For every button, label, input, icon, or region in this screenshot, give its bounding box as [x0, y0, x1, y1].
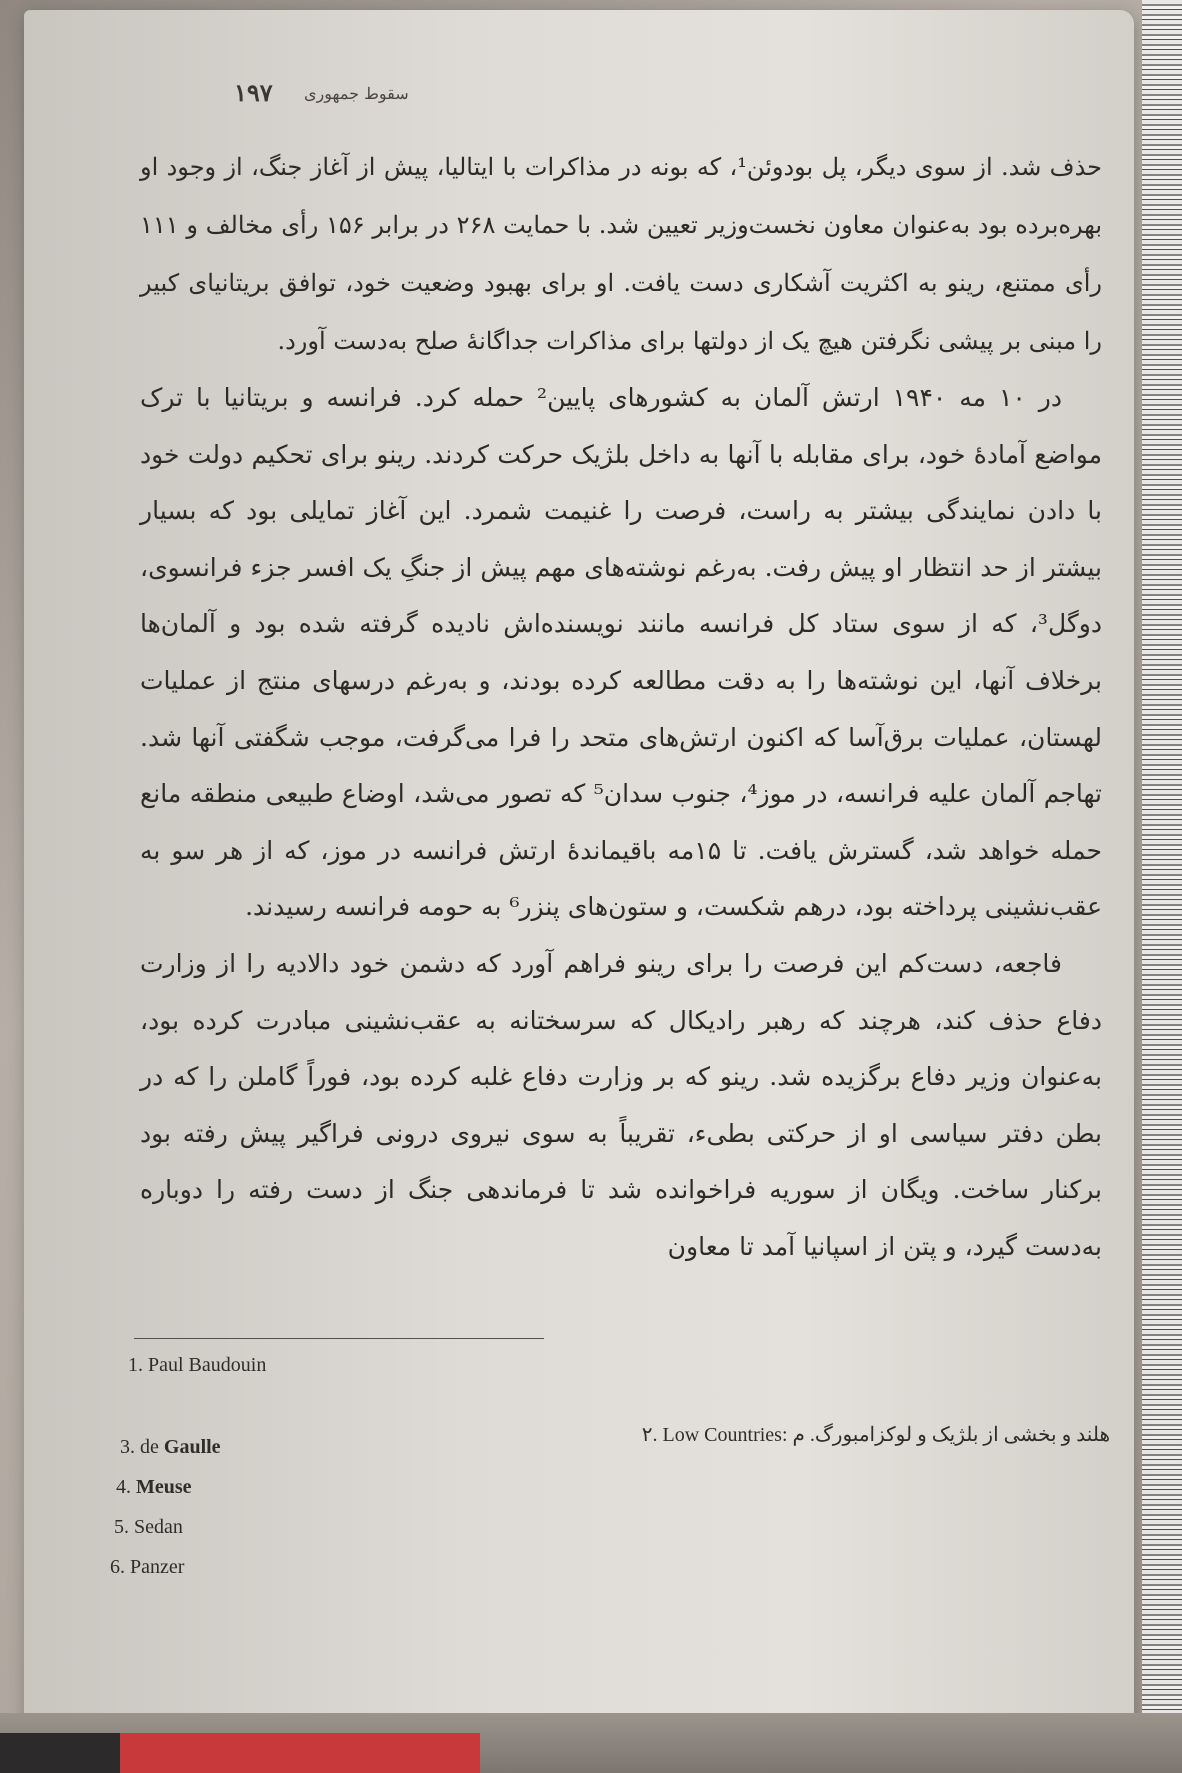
book-page — [24, 10, 1134, 1730]
footnote-1: 1. Paul Baudouin — [128, 1354, 267, 1376]
footnote-3-number: 3. de — [120, 1436, 159, 1458]
footnote-4-word: Meuse — [136, 1476, 192, 1498]
footnote-2: ۲. Low Countries: هلند و بخشی از بلژیک و لوکزامبورگ. م — [641, 1424, 1110, 1446]
red-object — [120, 1733, 480, 1773]
running-head: سقوط جمهوری — [304, 84, 409, 103]
paragraph-2: در ۱۰ مه ۱۹۴۰ ارتش آلمان به کشورهای پایین² حمله کرد. فرانسه و بریتانیا با ترک مواضع آمادهٔ خود، برای مقابله با آنها به داخل بلژیک حرکت کردند. رینو برای تحکیم دولت خود با دادن نمایندگی بیشتر به راست، فرصت را غنیمت شمرد. این آغاز تمایلی بود که بسیار بیشتر از حد انتظار او پیش رفت. به‌رغم نوشته‌های مهم پیش از جنگِ یک افسر جزء فرانسوی، دوگل³، که از سوی ستاد کل فرانسه مانند نویسنده‌اش نادیده گرفته شده بود و آلمان‌ها برخلاف آنها، این نوشته‌ها را به دقت مطالعه کرده بودند، و به‌رغم درسهای منتج از عملیات لهستان، عملیات برق‌آسا که اکنون ارتش‌های متحد را فرا می‌گرفت، موجب شگفتی آنها شد. تهاجم آلمان علیه فرانسه، در موز⁴، جنوب سدان⁵ که تصور می‌شد، اوضاع طبیعی منطقه مانع حمله خواهد شد، گسترش یافت. تا ۱۵مه باقیماندهٔ ارتش فرانسه در موز، که از هر سو به عقب‌نشینی پرداخته بود، درهم شکست، و ستون‌های پنزر⁶ به حومه فرانسه رسیدند. — [140, 383, 1102, 922]
paragraph-1: حذف شد. از سوی دیگر، پل بودوئن¹، که بونه در مذاکرات با ایتالیا، پیش از آغاز جنگ، از وجود او بهره‌برده بود به‌عنوان معاون نخست‌وزیر تعیین شد. با حمایت ۲۶۸ در برابر ۱۵۶ رأی مخالف و ۱۱۱ رأی ممتنع، رینو به اکثریت آشکاری دست یافت. او برای بهبود وضعیت خود، توافق بریتانیای کبیر را مبنی بر پیشی نگرفتن هیچ یک از دولتها برای مذاکرات جداگانهٔ صلح به‌دست آورد. — [140, 153, 1102, 355]
footnote-4-number: 4. — [116, 1476, 131, 1498]
page-number: ۱۹۷ — [234, 78, 273, 107]
dark-object — [0, 1733, 120, 1773]
body-text — [140, 138, 1102, 1276]
paragraph-3: فاجعه، دست‌کم این فرصت را برای رینو فراهم آورد که دشمن خود دالادیه را از وزارت دفاع حذف کند، هرچند که رهبر رادیکال که سرسختانه به عقب‌نشینی مبادرت کرده بود، به‌عنوان وزیر دفاع برگزیده شد. رینو که بر وزارت دفاع غلبه کرده بود، فوراً گاملن را که در بطن دفتر سیاسی او از حرکتی بطیء، تقریباً به سوی نیروی درونی فراگیر پیش رفته بود برکنار ساخت. ویگان از سوریه فراخوانده شد تا فرماندهی جنگ از دست رفته را دوباره به‌دست گیرد، و پتن از اسپانیا آمد تا معاون — [140, 948, 1102, 1261]
footnote-divider — [134, 1338, 544, 1339]
page-edge-stripes — [1142, 0, 1182, 1773]
footnote-3-word: Gaulle — [163, 1436, 221, 1458]
footnote-5: 5. Sedan — [114, 1516, 183, 1538]
page-header — [174, 78, 994, 112]
footnote-3 — [120, 1436, 221, 1459]
footnote-6: 6. Panzer — [110, 1556, 185, 1578]
footnote-4 — [116, 1476, 192, 1499]
